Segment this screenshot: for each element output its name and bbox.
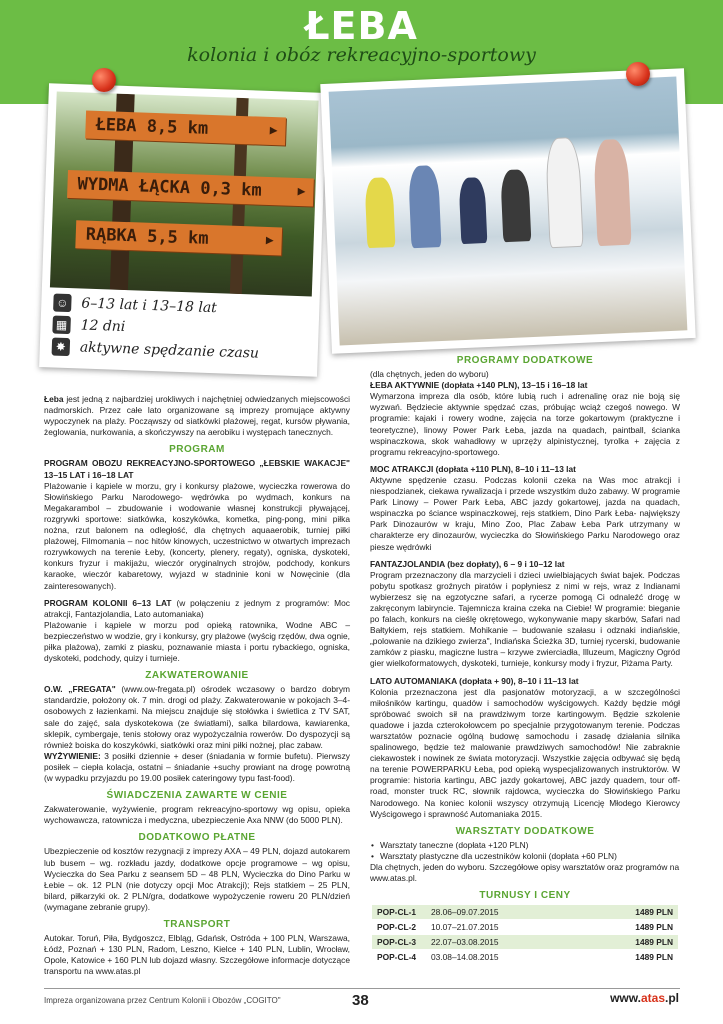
sign-leba: ŁEBA 8,5 km ▶ — [85, 111, 286, 146]
info-activity — [51, 336, 259, 365]
program2-title: PROGRAM KOLONII 6–13 LAT — [44, 597, 172, 608]
term-price: 1489 PLN — [582, 905, 678, 920]
included-text: Zakwaterowanie, wyżywienie, program rekreacyjno-sportowy wg opisu, opieka wychowawcza, ratownicza i medyczna, ubezpieczenie Axa NNW (do 5000 PLN). — [44, 804, 350, 826]
footer-organizer: Impreza organizowana przez Centrum Kolonii i Obozów „COGITO" — [44, 996, 281, 1005]
transport-text: Autokar. Toruń, Piła, Bydgoszcz, Elbląg, Gdańsk, Ostróda + 100 PLN, Warszawa, Łódź, Poznań + 130 PLN, Radom, Leszno, Kielce + 140 PLN, Lublin, Wrocław, Opole, Katowice + 160 PLN lub dojazd własny. Szczegółowe informacje dotyczące transportu na www.atas.pl — [44, 933, 350, 977]
leba-aktywnie-block — [370, 380, 680, 458]
adult-figure — [545, 137, 584, 248]
sign-rabka: RĄBKA 5,5 km ▶ — [75, 220, 282, 255]
left-column — [44, 394, 350, 984]
program1-title: PROGRAM OBOZU REKREACYJNO-SPORTOWEGO „ŁEBSKIE WAKACJE" 13–15 LAT i 16–18 LAT — [44, 458, 350, 480]
intro-bold: Łeba — [44, 394, 64, 404]
workshop-item: • Warsztaty plastyczne dla uczestników kolonii (dopłata +60 PLN) — [370, 851, 680, 862]
automaniak-title: LATO AUTOMANIAKA (dopłata + 90), 8–10 i 11–13 lat — [370, 675, 579, 686]
child-figure — [500, 169, 531, 242]
fantazjolandia-title: FANTAZJOLANDIA (bez dopłaty), 6 – 9 i 10–12 lat — [370, 558, 565, 569]
additional-programs-note: (dla chętnych, jeden do wyboru) — [370, 369, 489, 380]
included-heading: ŚWIADCZENIA ZAWARTE W CENIE — [106, 790, 288, 802]
extra-paid-heading: DODATKOWO PŁATNE — [138, 832, 256, 844]
term-dates: 10.07–21.07.2015 — [426, 920, 582, 935]
terms-table — [372, 904, 678, 965]
meals-body: 3 posiłki dziennie + deser (śniadania w formie bufetu). Pierwszy posiłek – ciepła kolacja, ostatni – śniadanie +suchy prowiant na drogę powrotną (w wypadku przyjazdu po 19.00 posiłek cateringowy typu fast-food). — [44, 750, 350, 783]
calendar-icon: ▦ — [52, 316, 71, 335]
leba-aktywnie-text: Wymarzona impreza dla osób, które lubią ruch i adrenalinę oraz nie boją się wyzwań. Będziecie aktywnie spędzać czas, próbując wciąż czegoś nowego. W programie: kajaki i rowery wodne, zajęcia na torze gokartowym (praktyczne i teoretyczne), linowy Power Park Łeba, jazda na quadach, paintball, ścianka wspinaczkowa, skok wahadłowy w uprzęży alpinistycznej, tyrolka + zajęcia z programu rekreacyjno-sportowego. — [370, 391, 680, 457]
info-duration — [52, 314, 125, 339]
term-code: POP-CL-2 — [372, 920, 426, 935]
info-activity-text: aktywne spędzanie czasu — [79, 339, 260, 362]
meals-bold: WYŻYWIENIE: — [44, 750, 101, 761]
intro-paragraph — [44, 394, 350, 438]
program1-text: Plażowanie i kąpiele w morzu, gry i konkursy plażowe, wycieczka rowerowa do Słowińskiego Parku Narodowego- wędrówka po wydmach, konkurs na Megakarambol – zbudowanie i wodowanie własnej konstrukcji pływającej, rozgrywki sportowe: siatkówka, koszykówka, kometka, ping-pong, mini piłka nożna, rzut balonem na odległość, dla chętnych aquaaerobik, turniej piłki plażowej, Filmomania – noc hitów kinowych, uczestnictwo w otwartych imprezach rozrywkowych na terenie Łeby, (koncerty, plenery, regaty), ogniska, dyskoteki, konkurs fryzur i makijażu, wieczór oryginalnych strojów, podchody, konkurs karaoke, wieczór kabaretowy, wyjazd w stadninie koni w Nowęcinie (dla zainteresowanych). — [44, 480, 350, 591]
table-row — [372, 920, 678, 935]
term-code: POP-CL-1 — [372, 905, 426, 920]
meals-text — [44, 751, 350, 784]
program1-block — [44, 458, 350, 591]
extra-paid-text: Ubezpieczenie od kosztów rezygnacji z imprezy AXA – 49 PLN, dojazd autokarem lub busem – wg. rozkładu jazdy, dodatkowe opcje programowe – wg opisu, Wycieczka do Sea Parku z seansem 5D – 48 PLN, Wycieczka do Dino Parku w Łebie – ok. 12 PLN (nie dotyczy opcji Moc Atrakcji); Rejs statkiem – 25 PLN, bilard, piłkarzyki ok. 2 PLN/gra, dodatkowe wypożyczenie roweru 20 PLN/dzień (wymagane zebranie grupy). — [44, 846, 350, 912]
program2-text: Plażowanie i kąpiele w morzu pod opieką ratownika, Wodne ABC – bezpieczeństwo w wodzie, gry i konkursy, gry plażowe (wyścig rzędów, dwa ognie, piłka plażowa), zamki z piasku, poznawanie miasta i portu rybackiego, ogniska, dyskoteki, podchody, quizy i turnieje. — [44, 619, 350, 664]
workshop-item: • Warsztaty taneczne (dopłata +120 PLN) — [370, 840, 680, 851]
child-figure — [364, 177, 395, 248]
pushpin-icon — [92, 68, 116, 92]
child-figure — [408, 165, 442, 248]
sign-wydma: WYDMA ŁĄCKA 0,3 km ▶ — [67, 170, 314, 207]
footer-website-link[interactable] — [610, 991, 679, 1005]
accommodation-body: (www.ow-fregata.pl) ośrodek wczasowy o bardzo dobrym standardzie, położony ok. 7 min. drogi od plaży. Zakwaterowanie w pokojach 3–4-osobowych z łazienkami. Na miejscu znajduje się stołówka i świetlica z TV SAT, sale do zajęć, sala dyskotekowa (ze światłami), salka bilardowa, kawiarenka, sklepik, cymbergaje, tenis stołowy oraz wypożyczalnia rowerów. Do dyspozycji są również boiska do koszykówki, siatkówki oraz mini piłki nożnej, plac zabaw. — [44, 684, 350, 750]
workshops-note: Dla chętnych, jeden do wyboru. Szczegółowe opisy warsztatów oraz programów na www.atas.pl. — [370, 862, 680, 884]
beach-image — [329, 77, 688, 346]
smiley-icon: ☺ — [53, 294, 72, 313]
page-subtitle: kolonia i obóz rekreacyjno-sportowy — [187, 44, 536, 66]
terms-heading: TURNUSY I CENY — [479, 890, 571, 902]
term-code: POP-CL-4 — [372, 950, 426, 965]
accommodation-heading: ZAKWATEROWANIE — [145, 670, 249, 682]
beach-photo — [320, 68, 695, 354]
right-column — [370, 352, 680, 965]
program2-title-rest: (w połączeniu z jednym z programów: Moc atrakcji, Fantazjolandia, Lato automaniaka) — [44, 597, 350, 619]
moc-atrakcji-block — [370, 464, 680, 553]
additional-programs-heading: PROGRAMY DODATKOWE — [456, 355, 594, 366]
moc-atrakcji-text: Aktywne spędzenie czasu. Podczas kolonii czeka na Was moc atrakcji i niespodzianek, ciekawa rywalizacja i przede wszystkim dużo zabawy. W programie Park Linowy – Power Park Łeba, ABC jazdy gokartowej, jazda na quadach, wspinaczka po ściance wspinaczkowej, rejs statkiem, Dino Park Łeba- największy Park Dinozaurów w kraju, Mino Zoo, Plac Zabaw Łeba Park utrzymany w charakterze ery dinozaurów, wycieczka do Słowińskiego Parku Narodowego oraz piesze wędrówki — [370, 474, 680, 552]
pushpin-icon — [626, 62, 650, 86]
star-icon: ✸ — [52, 337, 71, 356]
term-price: 1489 PLN — [582, 920, 678, 935]
table-row — [372, 905, 678, 920]
page-title: ŁEBA — [305, 4, 418, 48]
automaniak-block — [370, 676, 680, 820]
term-price: 1489 PLN — [582, 950, 678, 965]
intro-text: jest jedną z najbardziej urokliwych i najchętniej odwiedzanych miejscowości nadmorskich. Przez całe lato organizowane są imprezy promujące aktywny wypoczynek na plaży. Począwszy od siatkówki plażowej, regat, kursów pływania, żeglowania, nurkowania, a skończywszy na aerobiku i występach tanecznych. — [44, 394, 350, 438]
fantazjolandia-text: Program przeznaczony dla marzycieli i dzieci uwielbiających świat bajek. Podczas pobytu spotkasz groźnych piratów i popłyniesz z nimi w rejs, wraz z Indianami wybierzesz się na egzotyczne safari, a rycerze pomogą Ci odnaleźć drogę w zakręconym labiryncie. Tajemnicza kraina czeka na Ciebie! W programie: bieganie po falach, konkurs na cieślę okrętowego, wykonywanie mapy skarbów, Safari nad Bałtykiem, rejs statkiem. Mohikanie – budowanie szałasu i odznaki indiańskie, „polowanie na dzikiego zwierza", Indiańska Ścieżka 3D, turniej rycerski, budowanie zamków z piasku, magiczne lustra – krzywe zwierciadła, Illuzeum, Magiczny Ogród gier wielkoformatowych, dyskoteki, turnieje, konkursy mody i fryzur, Piżama Party. — [370, 569, 680, 669]
automaniak-text: Kolonia przeznaczona jest dla pasjonatów motoryzacji, a w szczególności miłośników kartingu, quadów i samochodów wyścigowych. Każdy będzie mógł spróbować swoich sił na prawdziwym torze kartingowym. Będzie szkolenie quadowe i jazda czterokołowcem po specjalnie przygotowanym terenie. Podczas warsztatów poznacie ogólną budowę samochodu i zasadę działania silnika spalinowego, będzie też malowanie prawdziwych samochodów! Nie zabraknie ciekawostek i nowinek ze świata motoryzacji. Wszystkie zajęcia odbywać się będą na terenie POWERPARKU Łeba, pod opieką wyspecjalizowanych instruktorów. W programie: historia kartingu, ABC jazdy gokartowej, ABC jazdy quadem, tour off-road, monster truck RC, słownik rajdowca, wycieczka do Słowińskiego Parku Narodowego. Na koniec kolonii wszyscy otrzymują Licencję Młodego Kierowcy Wyścigowego i sprawność Automaniaka 2015. — [370, 686, 680, 819]
accommodation-text — [44, 684, 350, 751]
fantazjolandia-block — [370, 559, 680, 670]
info-panel — [47, 289, 311, 370]
child-figure — [459, 177, 488, 244]
footer-divider — [44, 988, 680, 989]
table-row — [372, 950, 678, 965]
moc-atrakcji-title: MOC ATRAKCJI (dopłata +110 PLN), 8–10 i 11–13 lat — [370, 463, 576, 474]
workshops-heading: WARSZTATY DODATKOWE — [455, 825, 595, 837]
accommodation-bold: O.W. „FREGATA" — [44, 684, 116, 695]
site-suffix: .pl — [665, 991, 679, 1005]
term-code: POP-CL-3 — [372, 935, 426, 950]
site-accent: atas — [640, 991, 665, 1005]
leba-aktywnie-title: ŁEBA AKTYWNIE (dopłata +140 PLN), 13–15 i 16–18 lat — [370, 380, 588, 391]
program2-block — [44, 598, 350, 665]
info-age-text: 6–13 lat i 13–18 lat — [81, 295, 218, 317]
signpost-image — [50, 92, 319, 297]
program-heading: PROGRAM — [169, 444, 225, 456]
signpost-photo — [39, 83, 327, 377]
term-price: 1489 PLN — [582, 935, 678, 950]
term-dates: 28.06–09.07.2015 — [426, 905, 582, 920]
table-row — [372, 935, 678, 950]
term-dates: 22.07–03.08.2015 — [426, 935, 582, 950]
adult-figure — [593, 139, 632, 246]
info-duration-text: 12 dni — [80, 317, 126, 336]
site-prefix: www. — [610, 991, 641, 1005]
page-number: 38 — [352, 992, 369, 1009]
term-dates: 03.08–14.08.2015 — [426, 950, 582, 965]
transport-heading: TRANSPORT — [163, 919, 231, 931]
